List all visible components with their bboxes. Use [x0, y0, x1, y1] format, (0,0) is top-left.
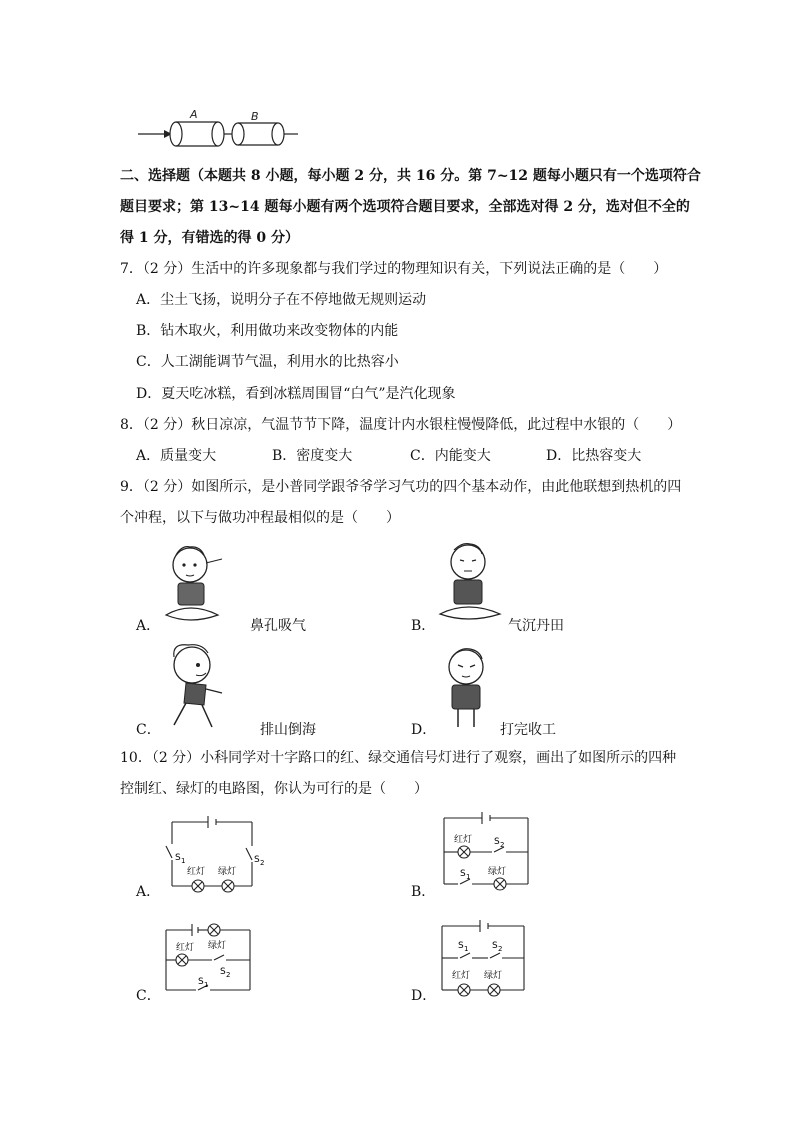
q10-a-green-label: 绿灯: [218, 867, 237, 877]
q10-a-s1-label: S: [175, 853, 181, 863]
q10-b-s1-label: S: [460, 869, 466, 879]
q10-a-red-label: 红灯: [187, 867, 206, 877]
q9-option-d-letter: D．: [411, 722, 437, 738]
q9-option-a-letter: A．: [136, 618, 161, 634]
q10-a-s1-sub: 1: [181, 857, 186, 865]
q10-d-green-label: 绿灯: [484, 971, 503, 981]
q10-c-s1-label: S: [198, 977, 204, 987]
q10-b-s2-label: S: [494, 837, 500, 847]
q9-option-b-letter: B．: [411, 618, 436, 634]
q10-d-s1-label: S: [458, 941, 464, 951]
q8-option-a: A．质量变大: [136, 448, 217, 464]
q9-option-d-caption: 打完收工: [500, 722, 556, 738]
q7-option-d: D．夏天吃冰糕，看到冰糕周围冒“白气”是汽化现象: [136, 386, 456, 402]
q10-b-s2-sub: 2: [500, 841, 505, 849]
cylinder-a-label: A: [190, 108, 198, 121]
q10-stem-2: 控制红、绿灯的电路图，你认为可行的是（ ）: [120, 781, 428, 797]
q8-option-c: C．内能变大: [410, 448, 491, 464]
q10-c-s1-sub: 1: [204, 981, 209, 989]
q7-stem: 7．（2 分）生活中的许多现象都与我们学过的物理知识有关，下列说法正确的是（ ）: [120, 261, 668, 277]
q7-option-b: B．钻木取火，利用做功来改变物体的内能: [136, 323, 399, 339]
q9-option-c-letter: C．: [136, 722, 161, 738]
q10-circuit-a: [160, 812, 270, 898]
q10-c-s2-sub: 2: [226, 971, 231, 979]
q9-option-a-caption: 鼻孔吸气: [250, 618, 306, 634]
q10-option-d-letter: D．: [411, 988, 437, 1004]
q10-c-s2-label: S: [220, 967, 226, 977]
q7-option-c: C．人工湖能调节气温，利用水的比热容小: [136, 354, 399, 370]
q8-stem: 8．（2 分）秋日凉凉，气温节节下降，温度计内水银柱慢慢降低，此过程中水银的（ ）: [120, 417, 682, 433]
q10-a-s2-sub: 2: [260, 859, 265, 867]
cylinder-b-label: B: [251, 110, 259, 123]
q10-c-red-label: 红灯: [176, 943, 195, 953]
q10-circuit-c: [162, 918, 262, 998]
q9-figure-d-illustration: [438, 645, 496, 729]
q10-c-green-label: 绿灯: [208, 941, 227, 951]
cylinders-figure: [138, 108, 308, 152]
q9-figure-a-illustration: [160, 543, 232, 625]
q10-stem-1: 10．（2 分）小科同学对十字路口的红、绿交通信号灯进行了观察，画出了如图所示的四种: [120, 750, 677, 766]
q8-option-d: D．比热容变大: [546, 448, 642, 464]
q9-stem-2: 个冲程，以下与做功冲程最相似的是（ ）: [120, 510, 400, 526]
q10-d-s2-label: S: [492, 941, 498, 951]
q10-b-red-label: 红灯: [454, 835, 473, 845]
section-2-line-1: 二、选择题（本题共 8 小题，每小题 2 分，共 16 分。第 7~12 题每小题只有一个选项符合: [120, 168, 701, 184]
q10-option-c-letter: C．: [136, 988, 161, 1004]
q10-option-a-letter: A．: [136, 884, 161, 900]
q9-option-b-caption: 气沉丹田: [508, 618, 564, 634]
section-2-line-2: 题目要求；第 13~14 题每小题有两个选项符合题目要求，全部选对得 2 分，选对但不全的: [120, 199, 690, 215]
q10-b-green-label: 绿灯: [488, 867, 507, 877]
q9-option-c-caption: 排山倒海: [260, 722, 316, 738]
q10-d-red-label: 红灯: [452, 971, 471, 981]
q10-circuit-b: [436, 808, 540, 894]
q8-option-b: B．密度变大: [272, 448, 353, 464]
q10-d-s2-sub: 2: [498, 945, 503, 953]
q10-option-b-letter: B．: [411, 884, 436, 900]
section-2-line-3: 得 1 分，有错选的得 0 分）: [120, 230, 299, 246]
q7-option-a: A．尘土飞扬，说明分子在不停地做无规则运动: [136, 292, 427, 308]
q9-stem-1: 9．（2 分）如图所示，是小普同学跟爷爷学习气功的四个基本动作，由此他联想到热机的四: [120, 479, 682, 495]
q10-b-s1-sub: 1: [466, 873, 471, 881]
q10-a-s2-label: S: [254, 855, 260, 865]
q9-figure-b-illustration: [434, 540, 508, 624]
q9-figure-c-illustration: [164, 641, 238, 733]
q10-circuit-d: [438, 914, 540, 998]
q10-d-s1-sub: 1: [464, 945, 469, 953]
